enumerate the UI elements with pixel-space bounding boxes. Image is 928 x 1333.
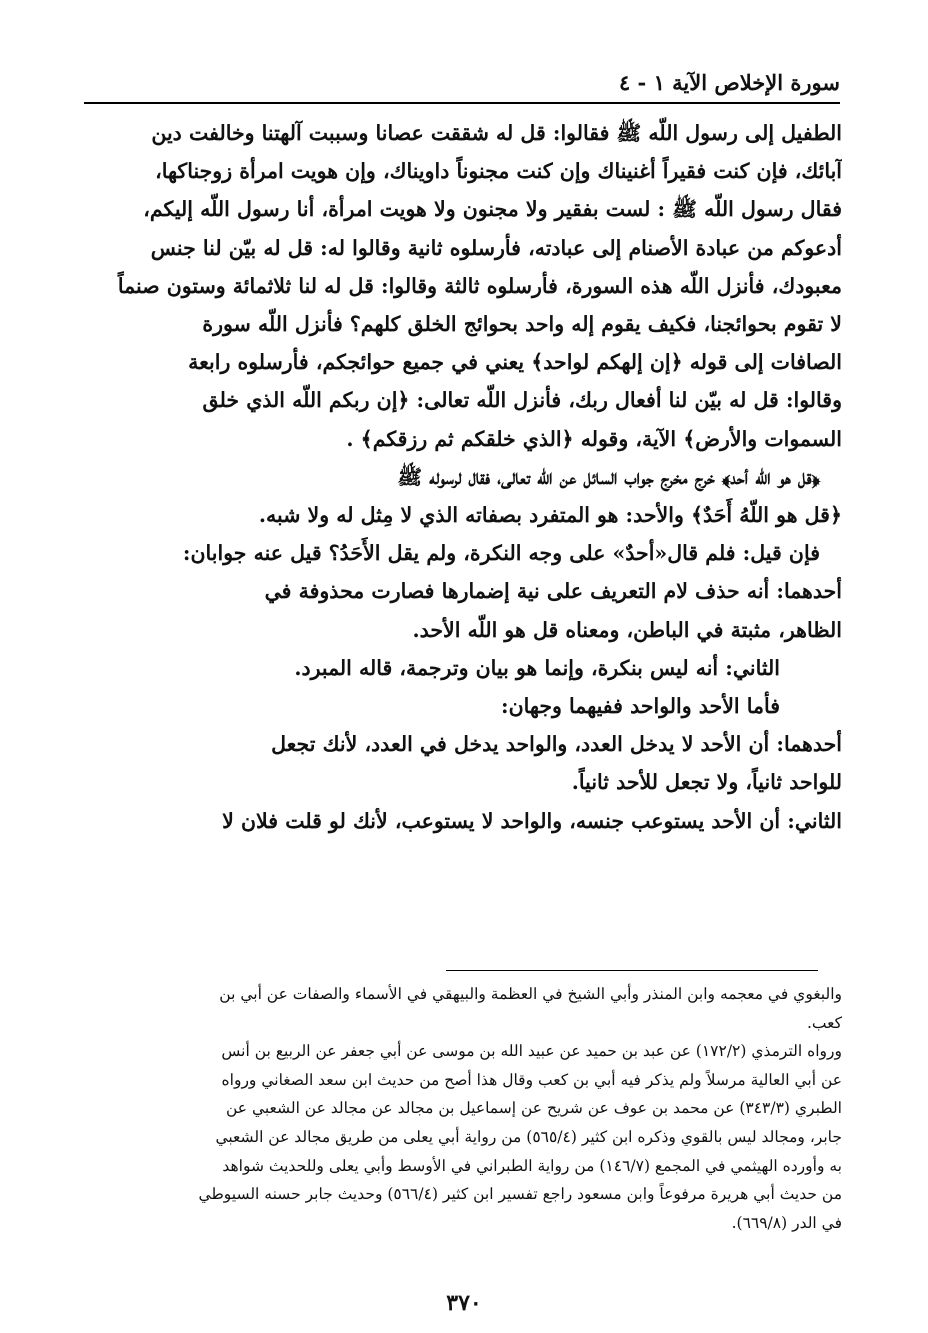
- text-line: أحدهما: أنه حذف لام التعريف على نية إضمارها فصارت محذوفة في: [264, 579, 842, 604]
- text-line: للواحد ثانياً، ولا تجعل للأحد ثانياً.: [571, 770, 842, 795]
- main-text: [80, 114, 842, 840]
- text-line: الظاهر، مثبتة في الباطن، ومعناه قل هو اللّه الأحد.: [412, 617, 842, 642]
- footnote-line: والبغوي في معجمه وابن المنذر وأبي الشيخ في العظمة والبيهقي في الأسماء والصفات عن أبي بن: [219, 985, 842, 1003]
- text-line: السموات والأرض﴾ الآية، وقوله ﴿الذي خلقكم ثم رزقكم﴾ .: [346, 426, 842, 451]
- page-number: ٣٧٠: [446, 1290, 482, 1316]
- header-title: سورة الإخلاص الآية ١ - ٤: [618, 70, 840, 95]
- text-line: آبائك، فإن كنت فقيراً أغنيناك وإن كنت مجنوناً داويناك، وإن هويت امرأة زوجناكها،: [155, 159, 842, 184]
- text-line: فأما الأحد والواحد ففيهما وجهان:: [501, 694, 780, 719]
- text-line: ﴿قل هو اللّهُ أَحَدٌ﴾ والأحد: هو المتفرد بصفاته الذي لا مِثل له ولا شبه.: [258, 503, 842, 528]
- footnote-line: به وأورده الهيثمي في المجمع (١٤٦/٧) من رواية الطبراني في الأوسط وأبي يعلى وللحديث شواهد: [222, 1156, 842, 1175]
- footnote-line: في الدر (٦٦٩/٨).: [731, 1213, 842, 1232]
- text-line: أحدهما: أن الأحد لا يدخل العدد، والواحد يدخل في العدد، لأنك تجعل: [271, 732, 842, 757]
- footnote-line: جابر، ومجالد ليس بالقوي وذكره ابن كثير (٥٦٥/٤) من رواية أبي يعلى من طريق مجالد عن الشعبي: [215, 1127, 842, 1146]
- text-line: الثاني: أن الأحد يستوعب جنسه، والواحد لا يستوعب، لأنك لو قلت فلان لا: [222, 808, 842, 833]
- footnote-line: كعب.: [806, 1013, 842, 1032]
- header-divider: [84, 102, 840, 104]
- footnote-line: ورواه الترمذي (١٧٢/٢) عن عبد بن حميد عن عبيد الله بن موسى عن أبي جعفر عن الربيع بن أنس: [221, 1042, 842, 1061]
- text-line: ﴿قل هو اللّه أحد﴾ خرج مخرج جواب السائل عن اللّه تعالى، فقال لرسوله ﷺ: [397, 464, 820, 489]
- text-line: الصافات إلى قوله ﴿إن إلهكم لواحد﴾ يعني في جميع حوائجكم، فأرسلوه رابعة: [188, 350, 842, 375]
- footnote-divider: [446, 970, 818, 971]
- running-header: [84, 68, 840, 104]
- text-line: أدعوكم من عبادة الأصنام إلى عبادته، فأرسلوه ثانية وقالوا له: قل له بيّن لنا جنس: [150, 235, 842, 260]
- text-line: معبودك، فأنزل اللّه هذه السورة، فأرسلوه ثالثة وقالوا: قل له لنا ثلاثمائة وستون صنماً: [117, 273, 842, 298]
- footnote-line: من حديث أبي هريرة مرفوعاً وابن مسعود راجع تفسير ابن كثير (٥٦٦/٤) وحديث جابر حسنه السيوطي: [198, 1185, 842, 1204]
- text-line: الثاني: أنه ليس بنكرة، وإنما هو بيان وترجمة، قاله المبرد.: [294, 655, 780, 680]
- text-line: لا تقوم بحوائجنا، فكيف يقوم إله واحد بحوائج الخلق كلهم؟ فأنزل اللّه سورة: [202, 312, 842, 337]
- text-line: الطفيل إلى رسول اللّه ﷺ فقالوا: قل له شققت عصانا وسببت آلهتنا وخالفت دين: [151, 121, 842, 145]
- footnotes: [80, 980, 842, 1237]
- text-line: وقالوا: قل له بيّن لنا أفعال ربك، فأنزل اللّه تعالى: ﴿إن ربكم اللّه الذي خلق: [202, 388, 842, 413]
- text-line: فإن قيل: فلم قال«أحدٌ» على وجه النكرة، ولم يقل الأَحَدُ؟ قيل عنه جوابان:: [182, 541, 820, 566]
- footnote-line: الطبري (٣٤٣/٣) عن محمد بن عوف عن شريح عن إسماعيل بن مجالد عن مجالد عن الشعبي عن: [225, 1099, 842, 1118]
- footnote-line: عن أبي العالية مرسلاً ولم يذكر فيه أبي بن كعب وقال هذا أصح من حديث ابن سعد الصغاني ورواه: [221, 1070, 842, 1089]
- text-line: فقال رسول اللّه ﷺ : لست بفقير ولا مجنون ولا هويت امرأة، أنا رسول اللّه إليكم،: [143, 197, 842, 222]
